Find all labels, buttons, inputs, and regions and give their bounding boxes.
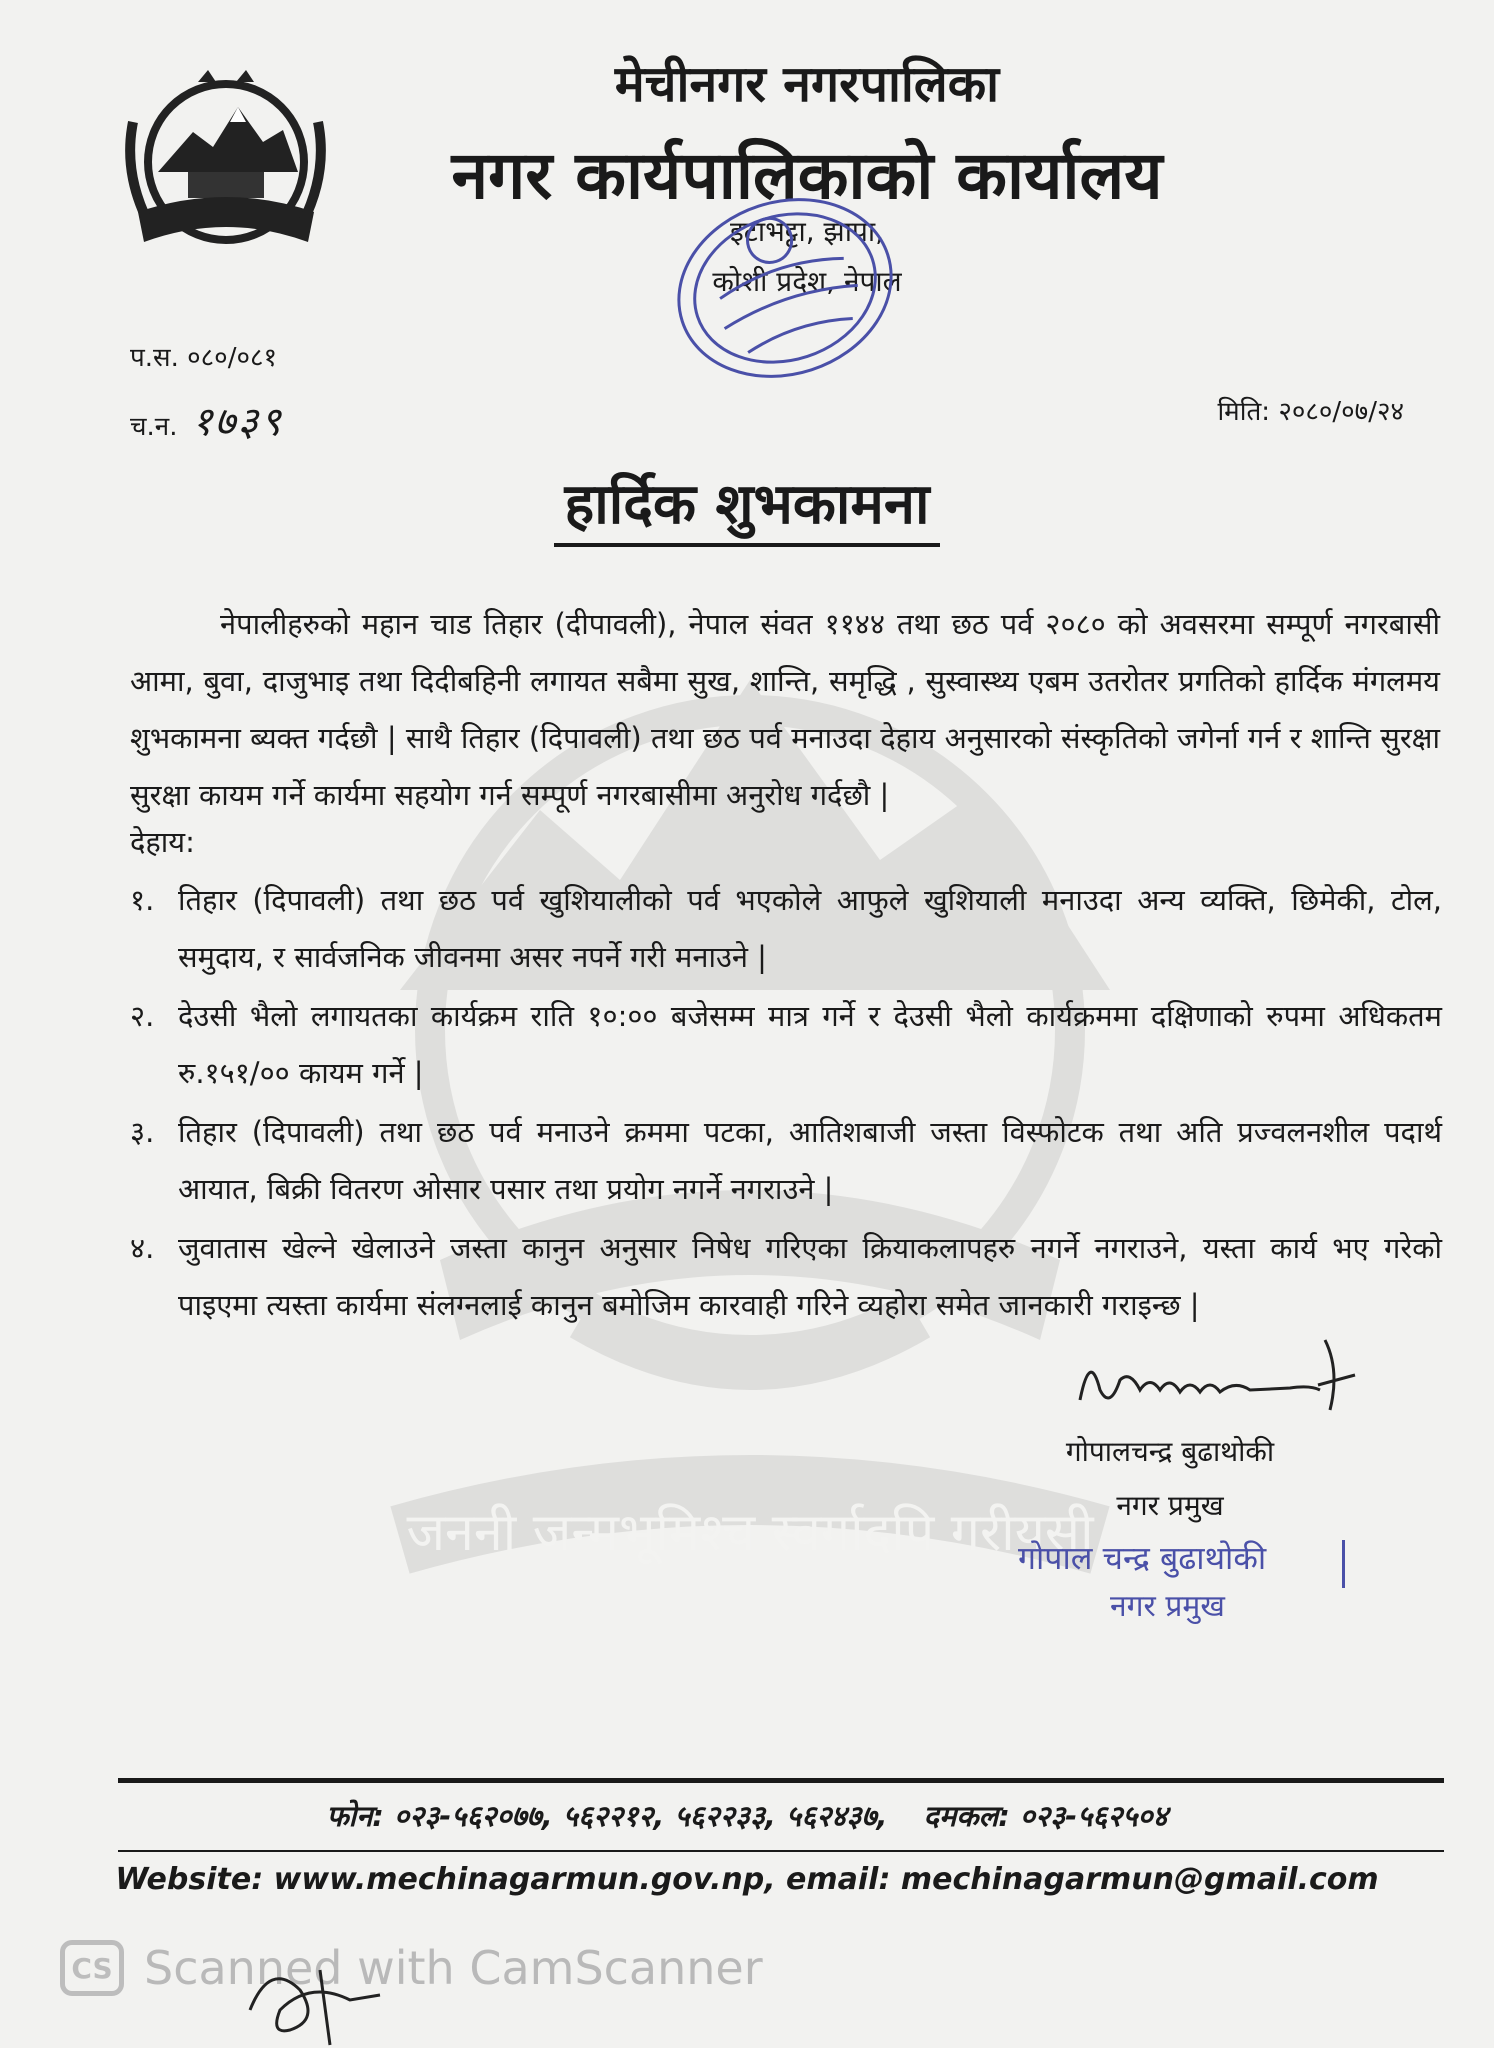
office-stamp [660, 178, 910, 398]
address-line-1: इटाभट्टा, झापा, [729, 215, 885, 248]
list-item-text: जुवातास खेल्ने खेलाउने जस्ता कानुन अनुसार निषेध गरिएका क्रियाकलापहरु नगर्ने नगराउने, यस्ता कार्य भए गरेको पाइएमा त्यस्ता कार्यमा संलग्नलाई कानुन बमोजिम कारवाही गरिने व्यहोरा समेत जानकारी गराइन्छ | [178, 1231, 1442, 1322]
list-item-number: ३. [130, 1115, 155, 1149]
signatory-role: नगर प्रमुख [1116, 1489, 1224, 1522]
name-seal-bar [1342, 1540, 1345, 1588]
website-email: Website: www.mechinagarmun.gov.np, email: mechinagarmun@gmail.com [115, 1862, 1379, 1897]
signature [1070, 1330, 1410, 1420]
list-item-text: तिहार (दिपावली) तथा छठ पर्व मनाउने क्रममा पटका, आतिशबाजी जस्ता विस्फोटक तथा अति प्रज्वलनशील पदार्थ आयात, बिक्री वितरण ओसार पसार तथा प्रयोग नगर्ने नगराउने | [178, 1115, 1442, 1206]
list-item-number: ४. [130, 1231, 155, 1265]
chalani-number [130, 392, 283, 447]
camscanner-text: Scanned with CamScanner [144, 1941, 763, 1995]
list-item [130, 988, 1442, 1102]
list-item-text: तिहार (दिपावली) तथा छठ पर्व खुशियालीको पर्व भएकोले आफुले खुशियाली मनाउदा अन्य व्यक्ति, छिमेकी, टोल, समुदाय, र सार्वजनिक जीवनमा असर नपर्ने गरी मनाउने | [178, 883, 1442, 974]
camscanner-watermark [60, 1940, 763, 1996]
camscanner-logo-icon: CS [60, 1940, 124, 1996]
watermark-motto: जननी जन्मभूमिश्च स्वर्गादपि गरीयसी [406, 1503, 1094, 1563]
signatory-name: गोपालचन्द्र बुढाथोकी [1065, 1435, 1275, 1468]
list-item [130, 1220, 1442, 1334]
municipality-name: मेचीनगर नगरपालिका [614, 55, 1000, 113]
address-line-2: कोशी प्रदेश, नेपाल [712, 265, 902, 298]
letter-title [0, 464, 1494, 540]
intro-paragraph: नेपालीहरुको महान चाड तिहार (दीपावली), नेपाल संवत ११४४ तथा छठ पर्व २०८० को अवसरमा सम्पूर्ण नगरबासी आमा, बुवा, दाजुभाइ तथा दिदीबहिनी लगायत सबैमा सुख, शान्ति, समृद्धि , सुस्वास्थ्य एबम उतरोतर प्रगतिको हार्दिक मंगलमय शुभकामना ब्यक्त गर्दछौ | साथै तिहार (दिपावली) तथा छठ पर्व मनाउदा देहाय अनुसारको संस्कृतिको जगेर्ना गर्न र शान्ति सुरक्षा सुरक्षा कायम गर्ने कार्यमा सहयोग गर्न सम्पूर्ण नगरबासीमा अनुरोध गर्दछौ | [130, 607, 1440, 812]
list-item-text: देउसी भैलो लगायतका कार्यक्रम राति १०:०० बजेसम्म मात्र गर्ने र देउसी भैलो कार्यक्रममा दक्षिणाको रुपमा अधिकतम रु.१५१/०० कायम गर्ने | [178, 999, 1442, 1090]
office-name: नगर कार्यपालिकाको कार्यालय [451, 137, 1163, 214]
contact-line [0, 1796, 1494, 1835]
fire-number: दमकल: ०२३-५६२५०४ [923, 1799, 1168, 1833]
footer-divider-thick [118, 1778, 1444, 1783]
list-item [130, 872, 1442, 986]
list-item-number: १. [130, 883, 155, 917]
letter-date: मिति: २०८०/०७/२४ [1217, 397, 1404, 427]
directive-list [130, 872, 1442, 1336]
role-seal: नगर प्रमुख [1110, 1589, 1225, 1624]
footer-divider-thin [118, 1850, 1444, 1852]
letter-title-text: हार्दिक शुभकामना [554, 472, 939, 547]
list-item [130, 1104, 1442, 1218]
phone-numbers: फोन: ०२३-५६२०७७, ५६२२१२, ५६२२३३, ५६२४३७, [326, 1799, 888, 1833]
list-item-number: २. [130, 999, 155, 1033]
name-seal: गोपाल चन्द्र बुढाथोकी [1018, 1539, 1267, 1577]
dehay-label: देहाय: [130, 825, 195, 859]
initials-scribble [230, 1950, 410, 2048]
chalani-label: च.न. [130, 412, 178, 442]
chalani-value: १७३९ [191, 399, 283, 445]
patra-sankhya: प.स. ०८०/०८१ [130, 343, 278, 373]
